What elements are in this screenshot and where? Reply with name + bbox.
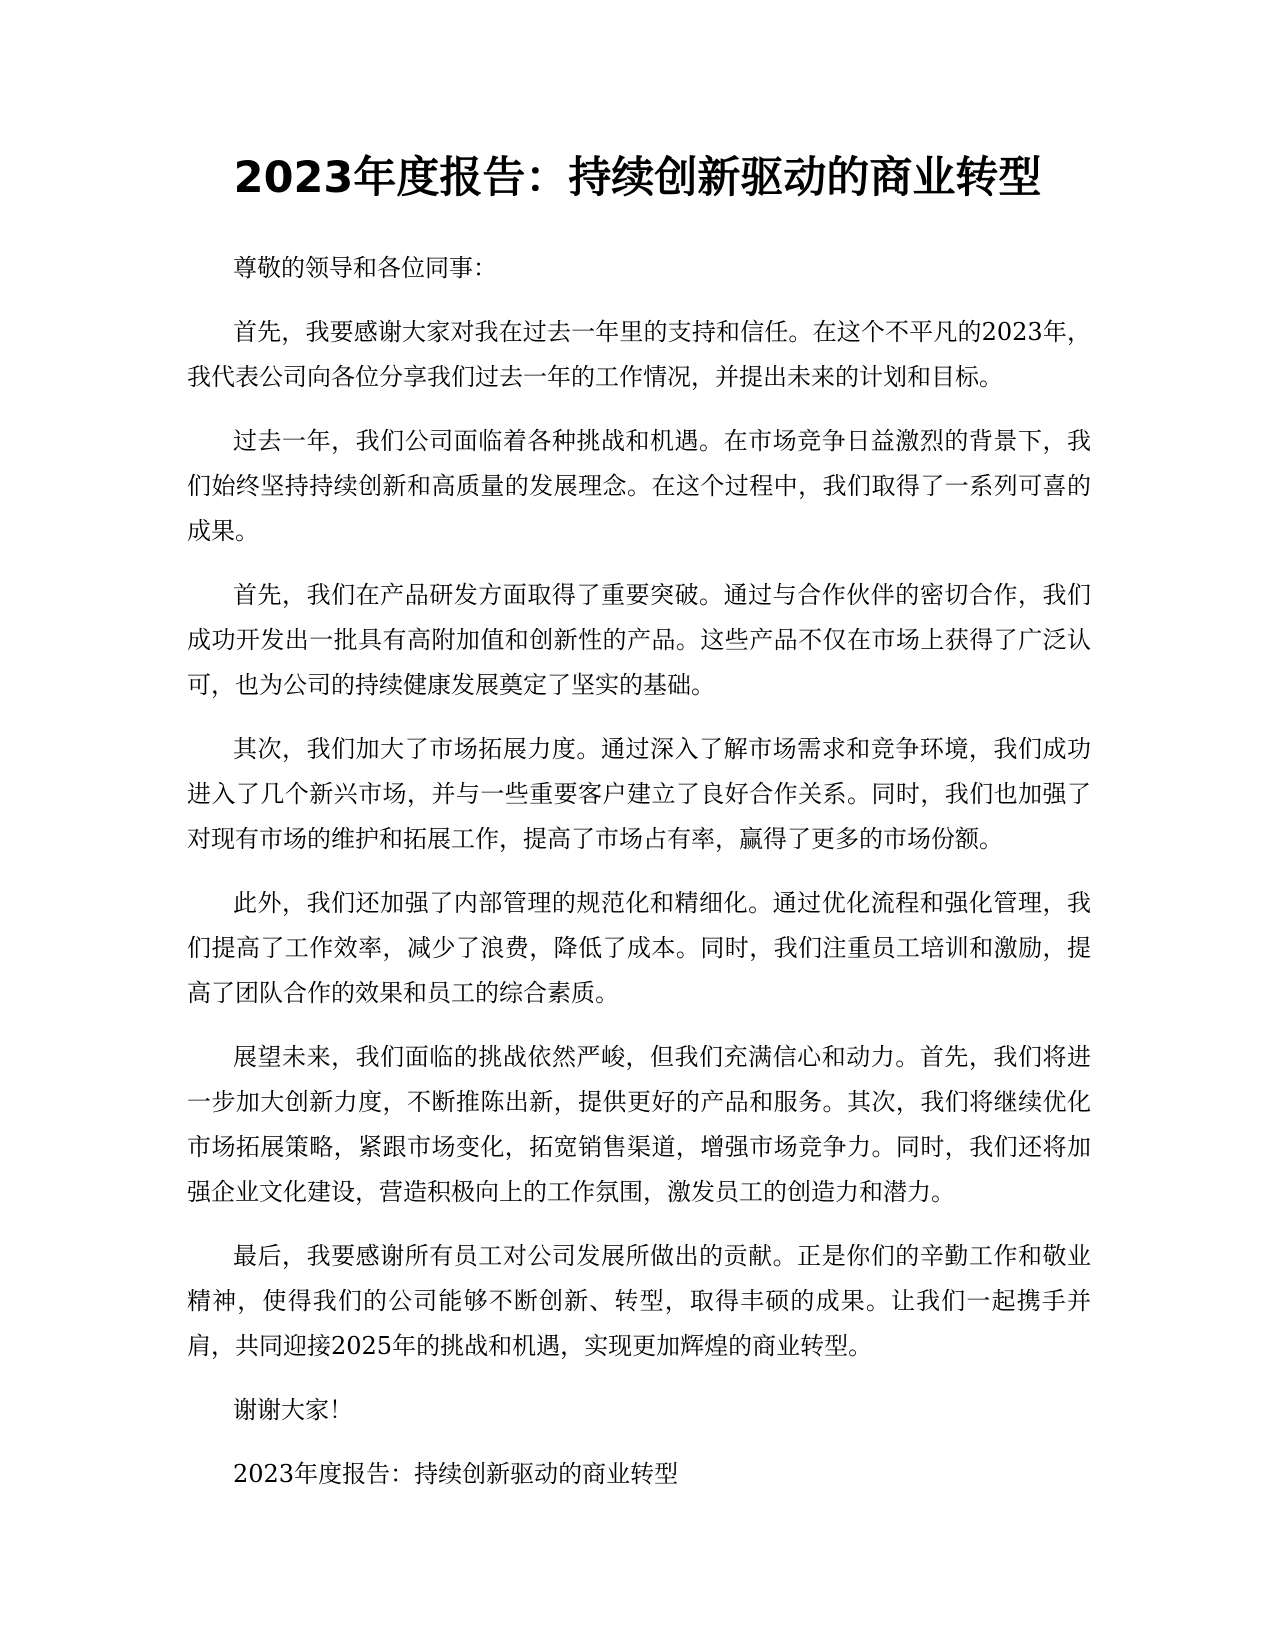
- salutation-paragraph: 尊敬的领导和各位同事：: [233, 254, 497, 282]
- body-paragraph: 最后，我要感谢所有员工对公司发展所做出的贡献。正是你们的辛勤工作和敬业精神，使得我们的公司能够不断创新、转型，取得丰硕的成果。让我们一起携手并肩，共同迎接2025年的挑战和机遇，实现更加辉煌的商业转型。: [187, 1242, 1091, 1360]
- closing-paragraph: 谢谢大家！: [233, 1396, 353, 1424]
- body-paragraph: 其次，我们加大了市场拓展力度。通过深入了解市场需求和竞争环境，我们成功进入了几个新兴市场，并与一些重要客户建立了良好合作关系。同时，我们也加强了对现有市场的维护和拓展工作，提高了市场占有率，赢得了更多的市场份额。: [187, 735, 1091, 853]
- body-paragraph: 展望未来，我们面临的挑战依然严峻，但我们充满信心和动力。首先，我们将进一步加大创新力度，不断推陈出新，提供更好的产品和服务。其次，我们将继续优化市场拓展策略，紧跟市场变化，拓宽销售渠道，增强市场竞争力。同时，我们还将加强企业文化建设，营造积极向上的工作氛围，激发员工的创造力和潜力。: [187, 1043, 1091, 1206]
- document-body: [187, 246, 1091, 1516]
- body-paragraph: 过去一年，我们公司面临着各种挑战和机遇。在市场竞争日益激烈的背景下，我们始终坚持持续创新和高质量的发展理念。在这个过程中，我们取得了一系列可喜的成果。: [187, 427, 1091, 545]
- document-title: 2023年度报告：持续创新驱动的商业转型: [233, 153, 1042, 203]
- body-paragraph: 首先，我们在产品研发方面取得了重要突破。通过与合作伙伴的密切合作，我们成功开发出一批具有高附加值和创新性的产品。这些产品不仅在市场上获得了广泛认可，也为公司的持续健康发展奠定了坚实的基础。: [187, 581, 1091, 699]
- body-paragraph: 此外，我们还加强了内部管理的规范化和精细化。通过优化流程和强化管理，我们提高了工作效率，减少了浪费，降低了成本。同时，我们注重员工培训和激励，提高了团队合作的效果和员工的综合素质。: [187, 889, 1091, 1007]
- body-paragraph: 首先，我要感谢大家对我在过去一年里的支持和信任。在这个不平凡的2023年，我代表公司向各位分享我们过去一年的工作情况，并提出未来的计划和目标。: [187, 318, 1091, 391]
- footer-title-paragraph: 2023年度报告：持续创新驱动的商业转型: [233, 1460, 679, 1488]
